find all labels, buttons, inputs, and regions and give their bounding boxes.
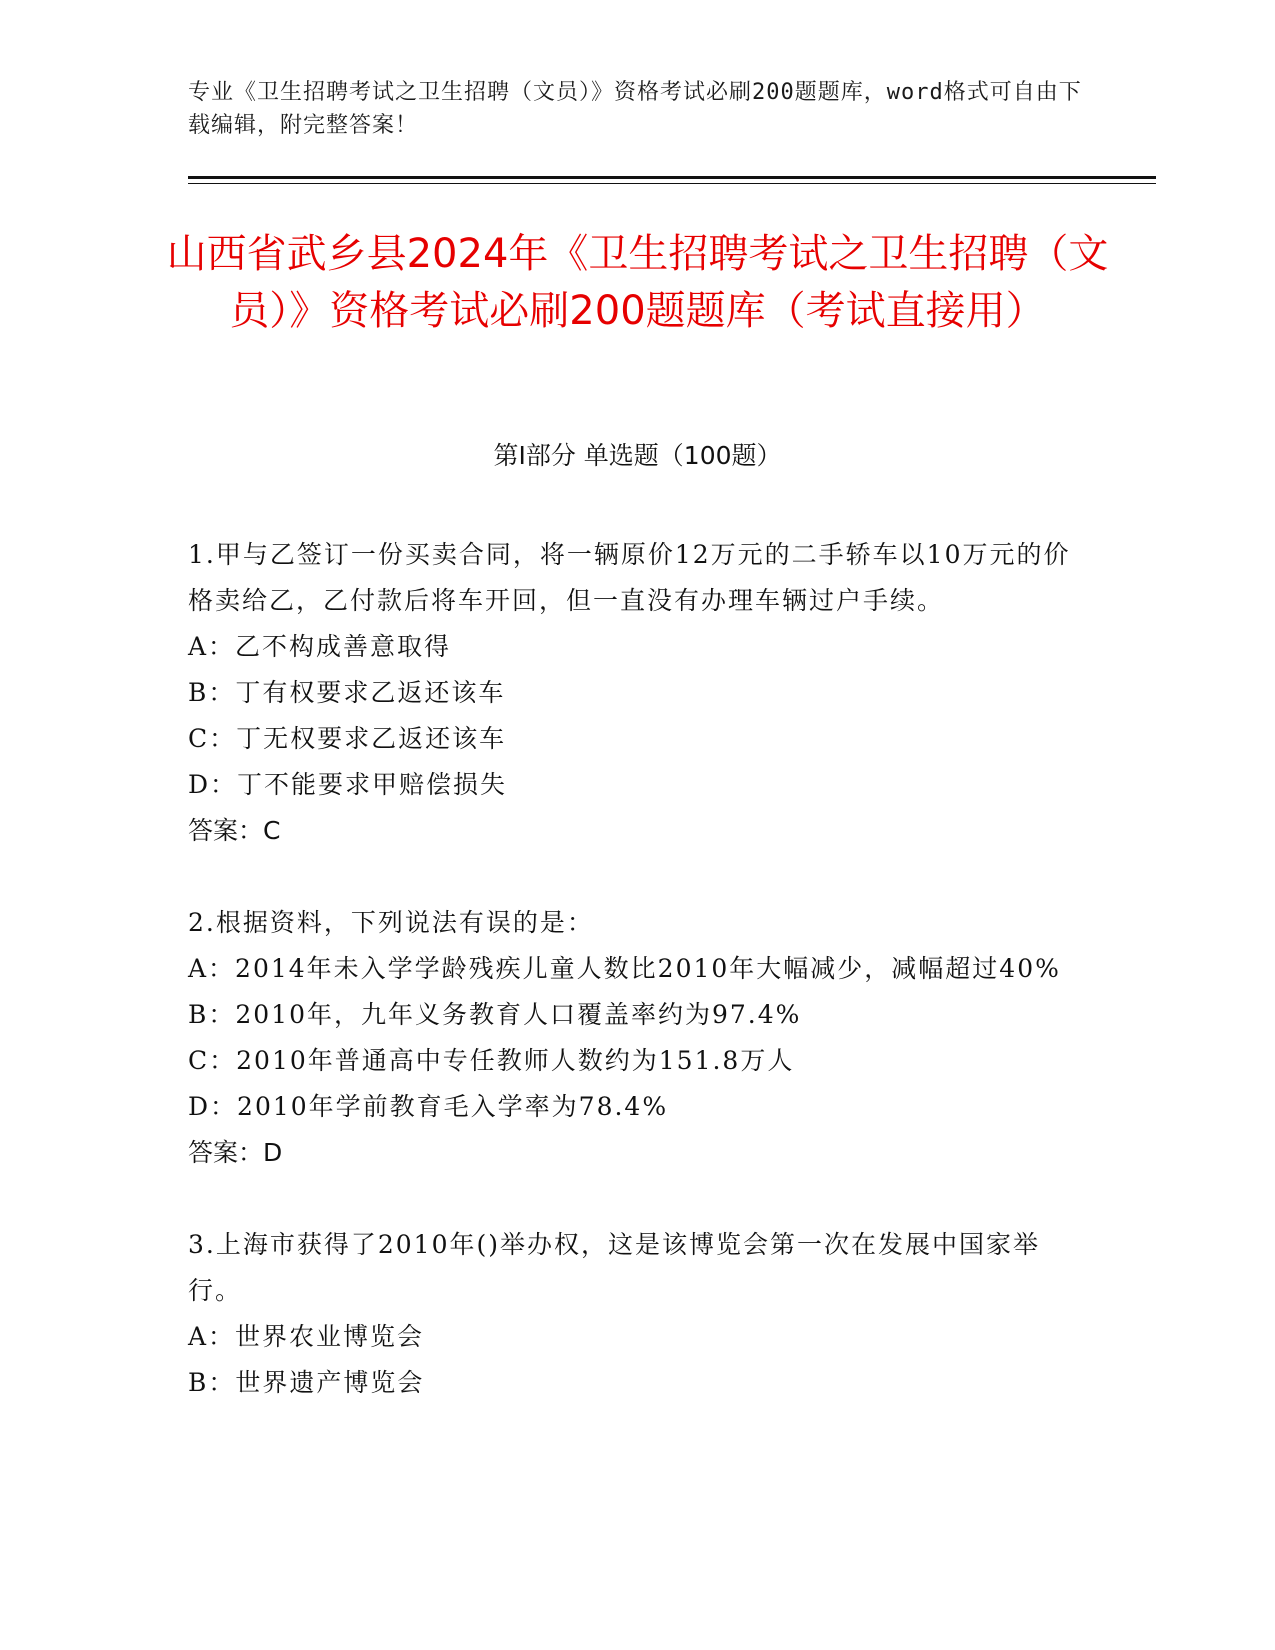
document-title: 山西省武乡县2024年《卫生招聘考试之卫生招聘（文员）》资格考试必刷200题题库（考试直接用）: [166, 231, 1109, 334]
section-heading: 第Ⅰ部分 单选题（100题）: [493, 441, 782, 470]
answer-text: 答案：C: [188, 816, 281, 845]
option-d: D：2010年学前教育毛入学率为78.4%: [188, 1092, 669, 1121]
question-spacer: [188, 854, 1088, 900]
question-item: [188, 900, 1088, 1176]
option-a: A：世界农业博览会: [188, 1322, 425, 1351]
question-stem: 3.上海市获得了2010年()举办权，这是该博览会第一次在发展中国家举行。: [188, 1230, 1040, 1305]
option-b: B：2010年，九年义务教育人口覆盖率约为97.4%: [188, 1000, 802, 1029]
option-c: C：2010年普通高中专任教师人数约为151.8万人: [188, 1046, 795, 1075]
option-b: B：丁有权要求乙返还该车: [188, 678, 506, 707]
option-d: D：丁不能要求甲赔偿损失: [188, 770, 508, 799]
question-stem: 1.甲与乙签订一份买卖合同，将一辆原价12万元的二手轿车以10万元的价格卖给乙，乙付款后将车开回，但一直没有办理车辆过户手续。: [188, 540, 1071, 615]
header-divider-thin: [188, 183, 1156, 184]
question-spacer: [188, 1176, 1088, 1222]
header-note: 专业《卫生招聘考试之卫生招聘（文员）》资格考试必刷200题题库，word格式可自由下载编辑，附完整答案！: [188, 80, 1082, 138]
option-a: A：2014年未入学学龄残疾儿童人数比2010年大幅减少，减幅超过40%: [188, 954, 1061, 983]
answer-text: 答案：D: [188, 1138, 283, 1167]
question-list: [188, 532, 1088, 1406]
option-c: C：丁无权要求乙返还该车: [188, 724, 507, 753]
question-item: [188, 1222, 1088, 1406]
option-a: A：乙不构成善意取得: [188, 632, 452, 661]
option-b: B：世界遗产博览会: [188, 1368, 425, 1397]
question-stem: 2.根据资料，下列说法有误的是：: [188, 908, 594, 937]
header-divider-thick: [188, 176, 1156, 179]
question-item: [188, 532, 1088, 854]
